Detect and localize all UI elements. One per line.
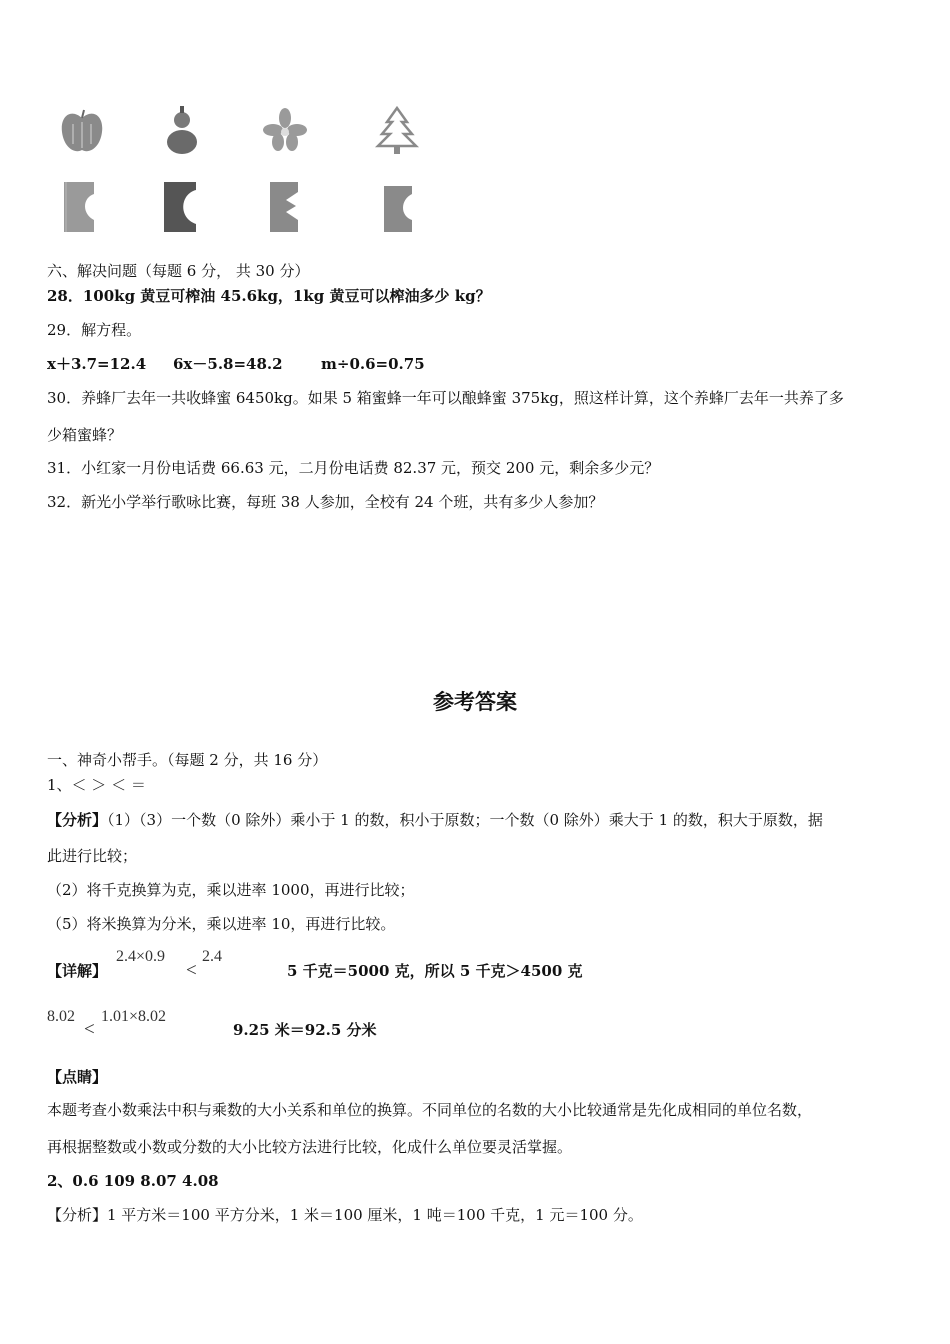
detail-expr1-left: 2.4×0.9 (116, 948, 166, 965)
point-line1: 本题考查小数乘法中积与乘数的大小关系和单位的换算。不同单位的名数的大小比较通常是先化成相同的单位名数， (47, 1101, 813, 1119)
question-29: 29．解方程。 (47, 321, 142, 339)
analysis-text1: （1）（3）一个数（0 除外）乘小于 1 的数，积小于原数；一个数（0 除外）乘大于 1 的数，积大于原数，据 (107, 811, 823, 829)
apple-shape-icon (57, 104, 107, 162)
detail-label: 【详解】 (47, 962, 108, 980)
question-30-line1: 30．养蜂厂去年一共收蜂蜜 6450kg。如果 5 箱蜜蜂一年可以酿蜂蜜 375kg，照这样计算，这个养蜂厂去年一共养了多 (47, 389, 844, 407)
analysis-line2: 此进行比较； (47, 847, 138, 865)
detail-expr1-right: 2.4 (202, 948, 222, 965)
answer-2: 2、0.6 109 8.07 4.08 (47, 1172, 219, 1190)
cut-paper-3-icon (266, 180, 306, 234)
analysis-line1 (47, 810, 823, 830)
equations-row (47, 354, 425, 374)
equation-3: m÷0.6=0.75 (321, 355, 425, 373)
question-30-line2: 少箱蜜蜂？ (47, 426, 123, 444)
tree-shape-icon (372, 104, 422, 162)
detail-text2: 9.25 米＝92.5 分米 (233, 1021, 377, 1039)
section6-heading: 六、解决问题（每题 6 分， 共 30 分） (47, 262, 310, 280)
cut-paper-1-icon (60, 180, 100, 234)
flower-shape-icon (260, 104, 310, 162)
detail-expr2-op: < (84, 1019, 95, 1040)
equation-1: x＋3.7=12.4 (47, 355, 147, 373)
detail-text1: 5 千克＝5000 克，所以 5 千克＞4500 克 (287, 962, 583, 980)
analysis-label: 【分析】 (47, 811, 108, 829)
answer-1: 1、＜ ＞ ＜ ＝ (47, 776, 146, 794)
equation-2: 6x－5.8=48.2 (173, 355, 283, 373)
cut-paper-2-icon (160, 180, 200, 234)
analysis-line4: （5）将米换算为分米，乘以进率 10，再进行比较。 (47, 915, 396, 933)
question-31: 31．小红家一月份电话费 66.63 元，二月份电话费 82.37 元，预交 200 元，剩余多少元？ (47, 459, 660, 477)
part1-heading: 一、神奇小帮手。（每题 2 分，共 16 分） (47, 751, 328, 769)
analysis2: 【分析】1 平方米＝100 平方分米，1 米＝100 厘米，1 吨＝100 千克，1 元＝100 分。 (47, 1206, 643, 1224)
detail-expr2-left: 8.02 (47, 1008, 75, 1025)
gourd-shape-icon (157, 104, 207, 162)
answers-title: 参考答案 (433, 690, 517, 714)
point-label: 【点睛】 (47, 1068, 108, 1086)
question-32: 32．新光小学举行歌咏比赛，每班 38 人参加，全校有 24 个班，共有多少人参加？ (47, 493, 604, 511)
detail-expr2-right: 1.01×8.02 (101, 1008, 167, 1025)
question-28: 28．100kg 黄豆可榨油 45.6kg，1kg 黄豆可以榨油多少 kg？ (47, 287, 491, 305)
cut-paper-4-icon (380, 180, 420, 234)
detail-expr1-op: < (186, 960, 197, 981)
point-line2: 再根据整数或小数或分数的大小比较方法进行比较，化成什么单位要灵活掌握。 (47, 1138, 573, 1156)
analysis-line3: （2）将千克换算为克，乘以进率 1000，再进行比较； (47, 881, 415, 899)
